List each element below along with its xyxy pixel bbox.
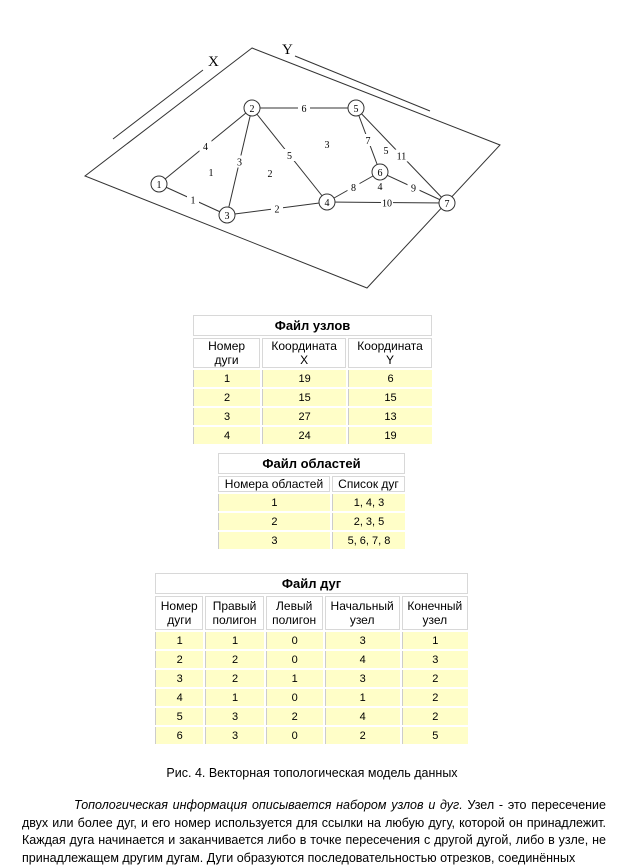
table-cell: 4 <box>325 708 400 725</box>
node-label: 1 <box>156 180 162 191</box>
column-header: Номера областей <box>218 476 330 492</box>
table-row <box>193 408 432 425</box>
y-axis-label: Y <box>282 42 293 58</box>
column-header: Левый полигон <box>266 596 323 630</box>
table-cell: 3 <box>218 532 330 549</box>
table-row <box>155 727 468 744</box>
table-cell: 1 <box>402 632 468 649</box>
table-cell: 3 <box>155 670 203 687</box>
table-cell: 5 <box>155 708 203 725</box>
table-cell: 2 <box>266 708 323 725</box>
table-row <box>218 532 405 549</box>
table-cell: 2 <box>402 689 468 706</box>
arc-label: 7 <box>365 136 371 147</box>
table-cell: 15 <box>262 389 346 406</box>
table-cell: 3 <box>193 408 260 425</box>
table-cell: 1 <box>205 689 263 706</box>
x-axis-line <box>113 70 203 139</box>
table-cell: 3 <box>205 727 263 744</box>
region-label: 2 <box>267 169 273 180</box>
table-cell: 2 <box>205 670 263 687</box>
paragraph-text: Узел - это пересечение двух или более дуг, и его номер используется для ссылки на любую дугу, которой он принадлежит. Каждая дуга начинается и заканчивается либо в точке пересечения с другой дугой, либо в узле, не принадлежащем другим дугам. Дуги образуются последовательностью отрезков, соединённых <box>22 798 606 865</box>
table-cell: 2 <box>205 651 263 668</box>
table-row <box>218 513 405 530</box>
table-cell: 4 <box>193 427 260 444</box>
column-header: Начальный узел <box>325 596 400 630</box>
table-row <box>193 427 432 444</box>
table-cell: 3 <box>325 632 400 649</box>
table-row <box>155 632 468 649</box>
table-cell: 3 <box>205 708 263 725</box>
table-cell: 2 <box>402 670 468 687</box>
table-cell: 1 <box>325 689 400 706</box>
region-label: 3 <box>324 140 330 151</box>
table-cell: 13 <box>348 408 432 425</box>
arc-label: 11 <box>396 151 407 163</box>
table-cell: 1 <box>218 494 330 511</box>
table-cell: 2 <box>325 727 400 744</box>
table-row <box>155 689 468 706</box>
column-header: Список дуг <box>332 476 405 492</box>
arc-label: 4 <box>203 142 208 153</box>
region-label: 4 <box>377 182 383 193</box>
table-cell: 2 <box>155 651 203 668</box>
table-cell: 3 <box>325 670 400 687</box>
column-header: Номер дуги <box>155 596 203 630</box>
arc-label: 10 <box>382 198 392 210</box>
region-label: 5 <box>383 146 389 157</box>
column-header: Координата Y <box>348 338 432 368</box>
x-axis-label: X <box>208 54 219 70</box>
table-row <box>155 670 468 687</box>
table-title: Файл дуг <box>155 573 468 594</box>
arc-label: 3 <box>237 157 242 169</box>
table-cell: 6 <box>155 727 203 744</box>
column-header: Конечный узел <box>402 596 468 630</box>
arc-label: 9 <box>411 183 416 195</box>
arc-label: 2 <box>274 204 280 216</box>
arc-label: 5 <box>287 151 292 162</box>
plane-outline <box>85 48 500 288</box>
table-cell: 5, 6, 7, 8 <box>332 532 405 549</box>
table-cell: 19 <box>262 370 346 387</box>
topology-diagram <box>0 0 624 300</box>
table-cell: 3 <box>402 651 468 668</box>
table-cell: 15 <box>348 389 432 406</box>
column-header: Координата X <box>262 338 346 368</box>
node-label: 2 <box>249 104 255 115</box>
figure-caption: Рис. 4. Векторная топологическая модель данных <box>166 766 458 780</box>
table-row <box>218 494 405 511</box>
arc-label: 6 <box>301 104 307 115</box>
node-label: 5 <box>353 104 359 115</box>
table-title: Файл узлов <box>193 315 432 336</box>
nodes-file-table <box>191 313 434 446</box>
column-header: Номер дуги <box>193 338 260 368</box>
table-cell: 1 <box>155 632 203 649</box>
table-cell: 1 <box>205 632 263 649</box>
arc-label: 8 <box>351 183 356 194</box>
table-cell: 0 <box>266 727 323 744</box>
table-cell: 5 <box>402 727 468 744</box>
table-row <box>193 389 432 406</box>
arc-label: 1 <box>190 195 196 207</box>
table-row <box>193 370 432 387</box>
node-label: 7 <box>444 199 450 210</box>
table-cell: 4 <box>325 651 400 668</box>
table-cell: 1, 4, 3 <box>332 494 405 511</box>
column-header: Правый полигон <box>205 596 263 630</box>
table-cell: 1 <box>266 670 323 687</box>
node-label: 3 <box>224 211 230 222</box>
table-row <box>155 651 468 668</box>
table-cell: 2, 3, 5 <box>332 513 405 530</box>
paragraph-lead: Топологическая информация описывается набором узлов и дуг. <box>74 798 463 812</box>
table-cell: 4 <box>155 689 203 706</box>
table-cell: 6 <box>348 370 432 387</box>
table-cell: 0 <box>266 689 323 706</box>
table-cell: 2 <box>218 513 330 530</box>
node-label: 6 <box>377 168 383 179</box>
node-label: 4 <box>324 198 330 209</box>
table-cell: 1 <box>193 370 260 387</box>
table-cell: 19 <box>348 427 432 444</box>
table-cell: 27 <box>262 408 346 425</box>
arcs-file-table <box>153 571 470 746</box>
table-row <box>155 708 468 725</box>
region-label: 1 <box>208 168 214 179</box>
areas-file-table <box>216 451 407 551</box>
table-cell: 2 <box>193 389 260 406</box>
table-cell: 0 <box>266 651 323 668</box>
table-cell: 24 <box>262 427 346 444</box>
table-cell: 0 <box>266 632 323 649</box>
body-paragraph <box>22 797 606 867</box>
table-title: Файл областей <box>218 453 405 474</box>
table-cell: 2 <box>402 708 468 725</box>
